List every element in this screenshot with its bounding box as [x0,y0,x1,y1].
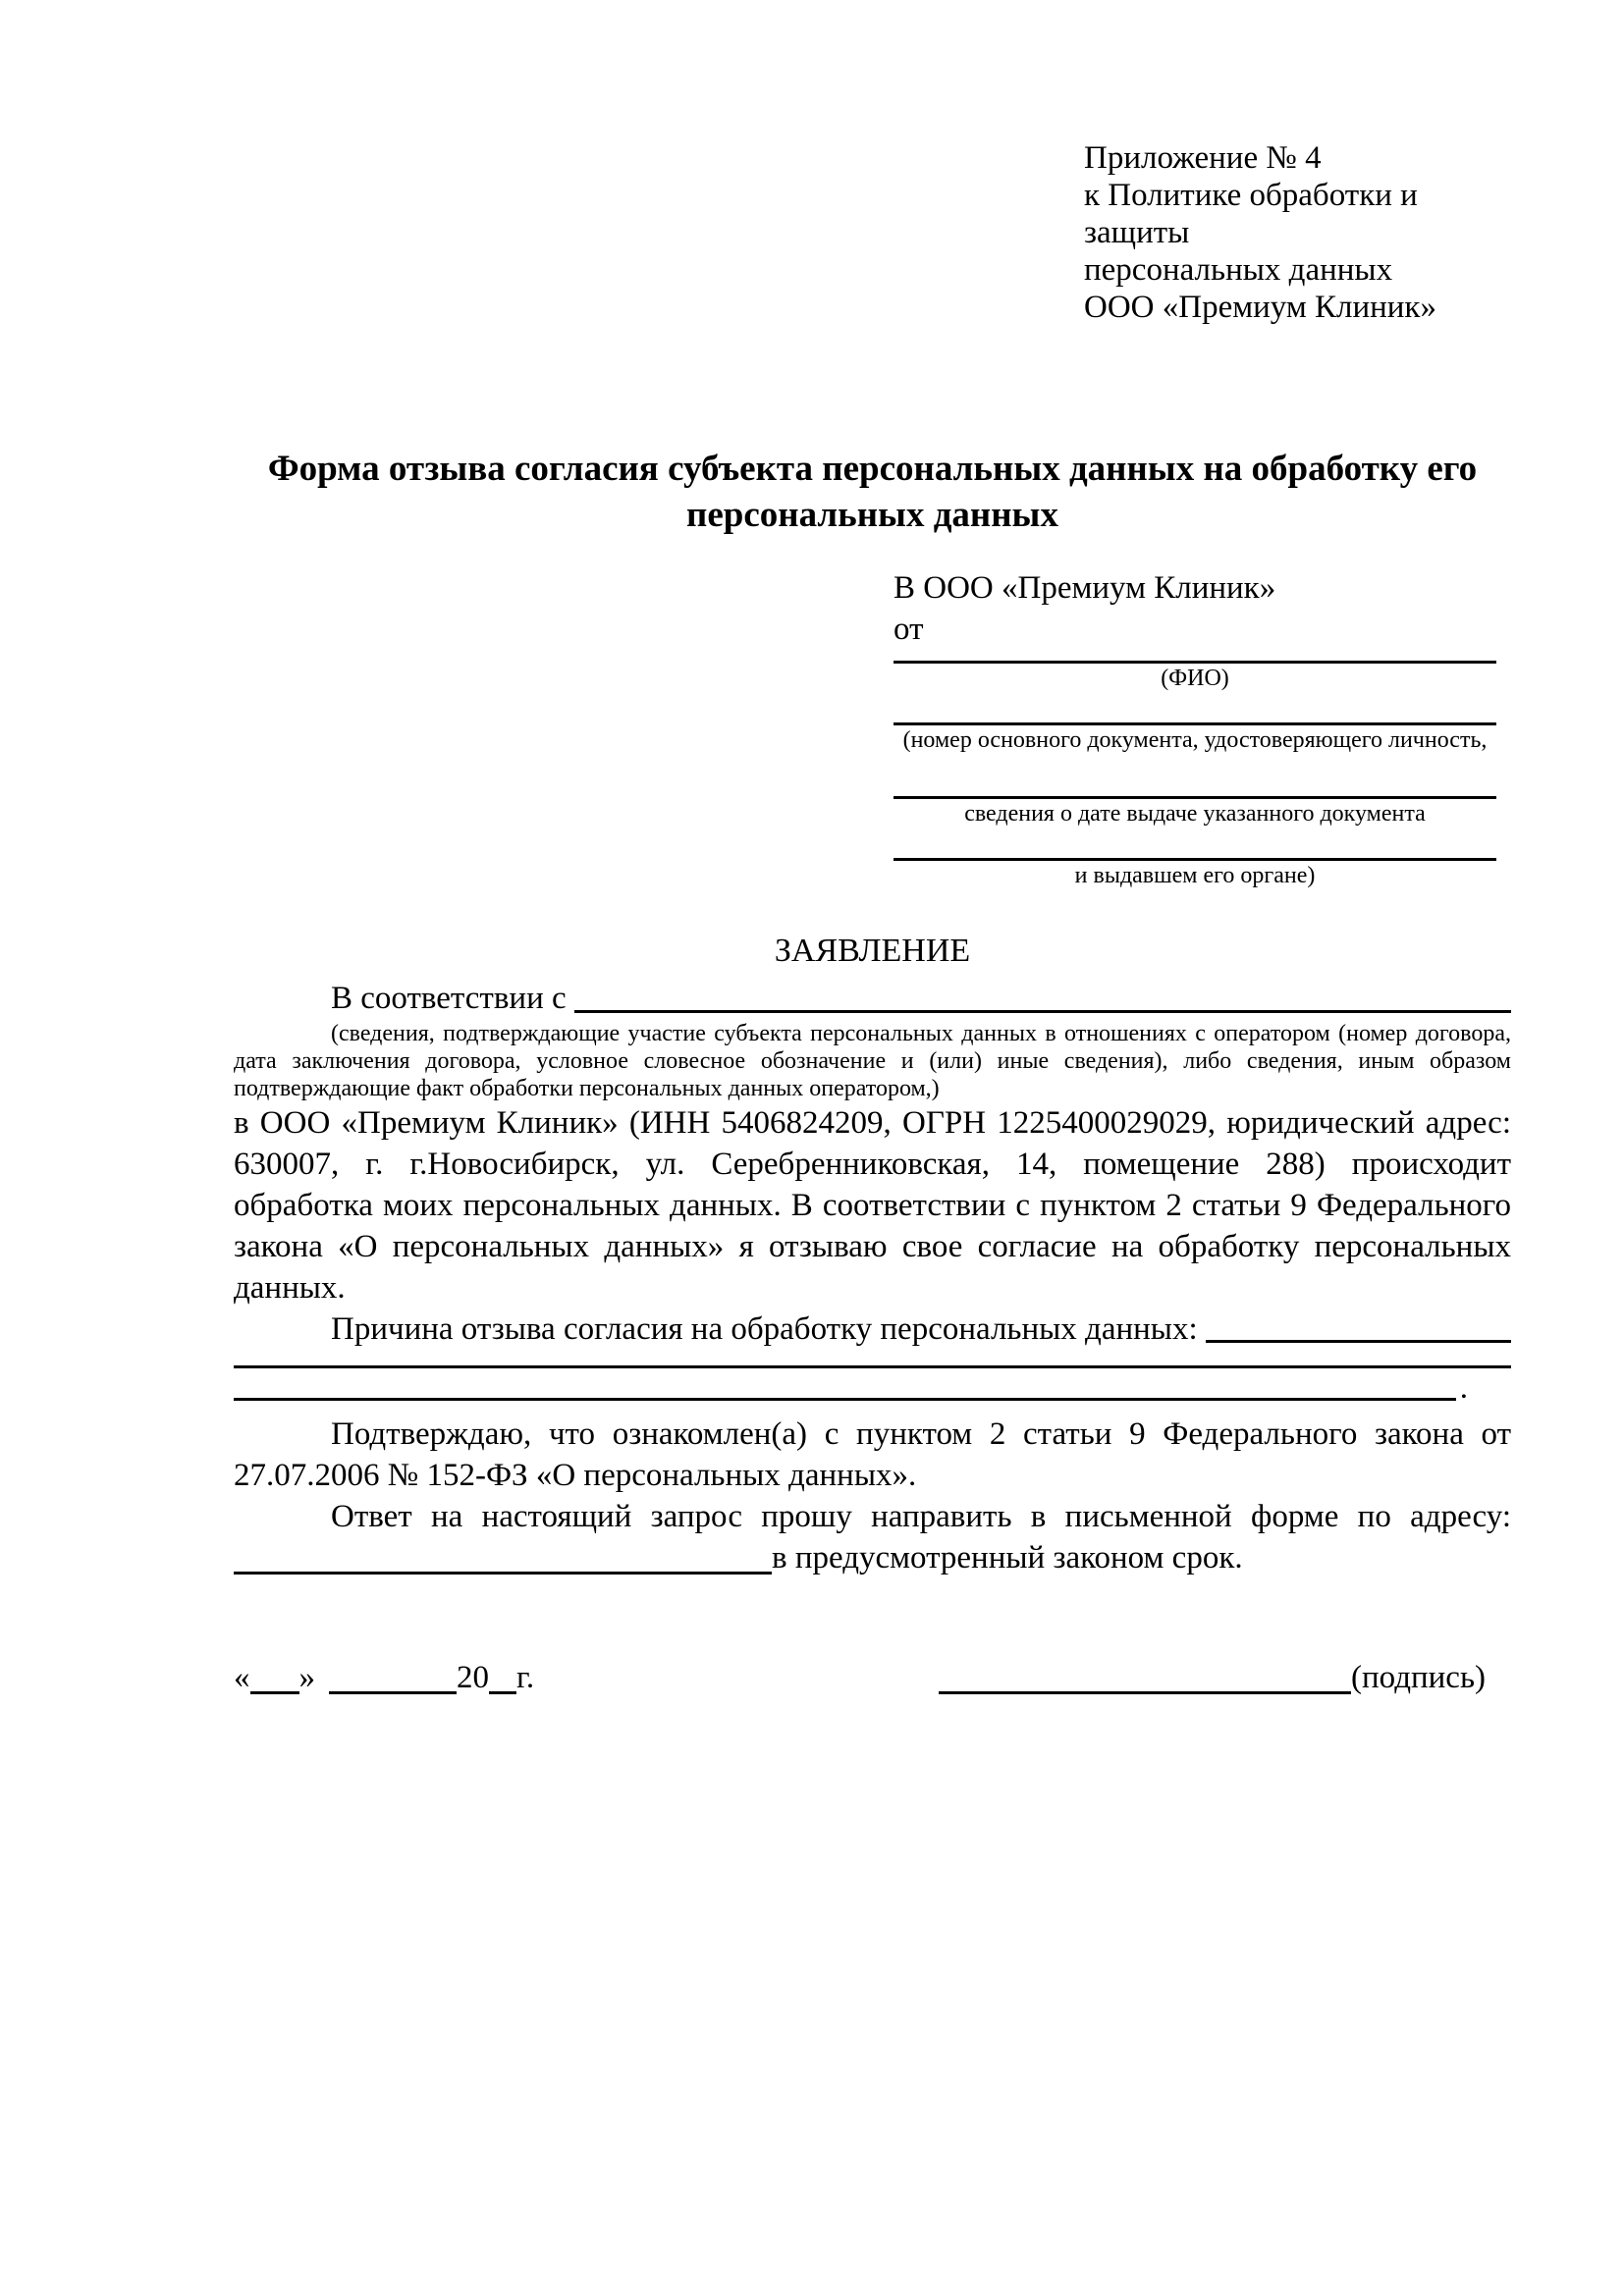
appendix-header [1084,139,1511,326]
fio-caption: (ФИО) [1161,666,1229,691]
reason-blank-row-2-line [234,1398,1456,1401]
signature-field [939,1657,1511,1698]
addressee-from-label: от [893,612,924,647]
date-quote-close: » [298,1660,315,1695]
fio-blank-line [893,650,1496,664]
document-number-caption: (номер основного документа, удостоверяющего личность, [902,727,1488,753]
accordance-prefix: В соответствии с [331,981,567,1016]
reply-paragraph: Ответ на настоящий запрос прошу направить в письменной форме по адресу: [331,1499,1511,1534]
issuing-authority-caption: и выдавшем его органе) [1074,863,1316,888]
accordance-footnote: (сведения, подтверждающие участие субъекта персональных данных в отношениях с оператором (номер договора, дата заключения договора, условное словесное обозначение и (или) иные сведения), либо сведения, иным образом подтверждающие факт обработки персональных данных оператором,) [234,1021,1511,1101]
appendix-header-line-3: персональных данных [1084,252,1393,288]
appendix-header-line-4: ООО «Премиум Клиник» [1084,290,1436,325]
signature-blank-line [939,1678,1351,1694]
day-blank-line [250,1678,299,1694]
reason-terminator: . [1459,1370,1468,1406]
statement-heading: ЗАЯВЛЕНИЕ [774,933,971,969]
year-prefix: 20 [457,1660,489,1695]
reason-line [234,1308,1511,1350]
year-blank-line [489,1678,516,1694]
addressee-block [893,567,1496,890]
confirm-paragraph: Подтверждаю, что ознакомлен(а) с пунктом 2 статьи 9 Федерального закона от 27.07.2006 № 152-ФЗ «О персональных данных». [234,1416,1511,1493]
reply-address-line [234,1537,1511,1578]
accordance-blank-line [574,1010,1511,1013]
reason-blank-line [1206,1340,1511,1343]
appendix-header-line-2: к Политике обработки и защиты [1084,178,1418,250]
reply-suffix: в предусмотренный законом срок. [772,1540,1243,1575]
date-field [234,1657,534,1698]
body-paragraph: в ООО «Премиум Клиник» (ИНН 5406824209, ОГРН 1225400029029, юридический адрес: 630007, г. г.Новосибирск, ул. Серебренниковская, 14, помещение 288) происходит обработка моих персональных данных. В соответствии с пунктом 2 статьи 9 Федерального закона «О персональных данных» я отзываю свое согласие на обработку персональных данных. [234,1105,1511,1306]
month-blank-line [329,1678,457,1694]
signature-footer [234,1657,1511,1698]
date-quote-open: « [234,1660,250,1695]
reason-label: Причина отзыва согласия на обработку персональных данных: [331,1311,1198,1347]
issue-date-caption: сведения о дате выдаче указанного документа [964,801,1426,827]
signature-caption: (подпись) [1351,1660,1486,1695]
addressee-to: В ООО «Премиум Клиник» [893,570,1276,606]
address-blank-line [234,1558,772,1575]
reason-blank-row-2 [234,1368,1468,1408]
appendix-header-line-1: Приложение № 4 [1084,140,1322,176]
accordance-line [234,978,1511,1020]
issuing-authority-blank-line [893,828,1496,861]
issue-date-blank-line [893,755,1496,799]
document-number-blank-line [893,693,1496,725]
document-title: Форма отзыва согласия субъекта персональных данных на обработку его персональных данных [267,449,1478,535]
year-suffix: г. [516,1660,535,1695]
